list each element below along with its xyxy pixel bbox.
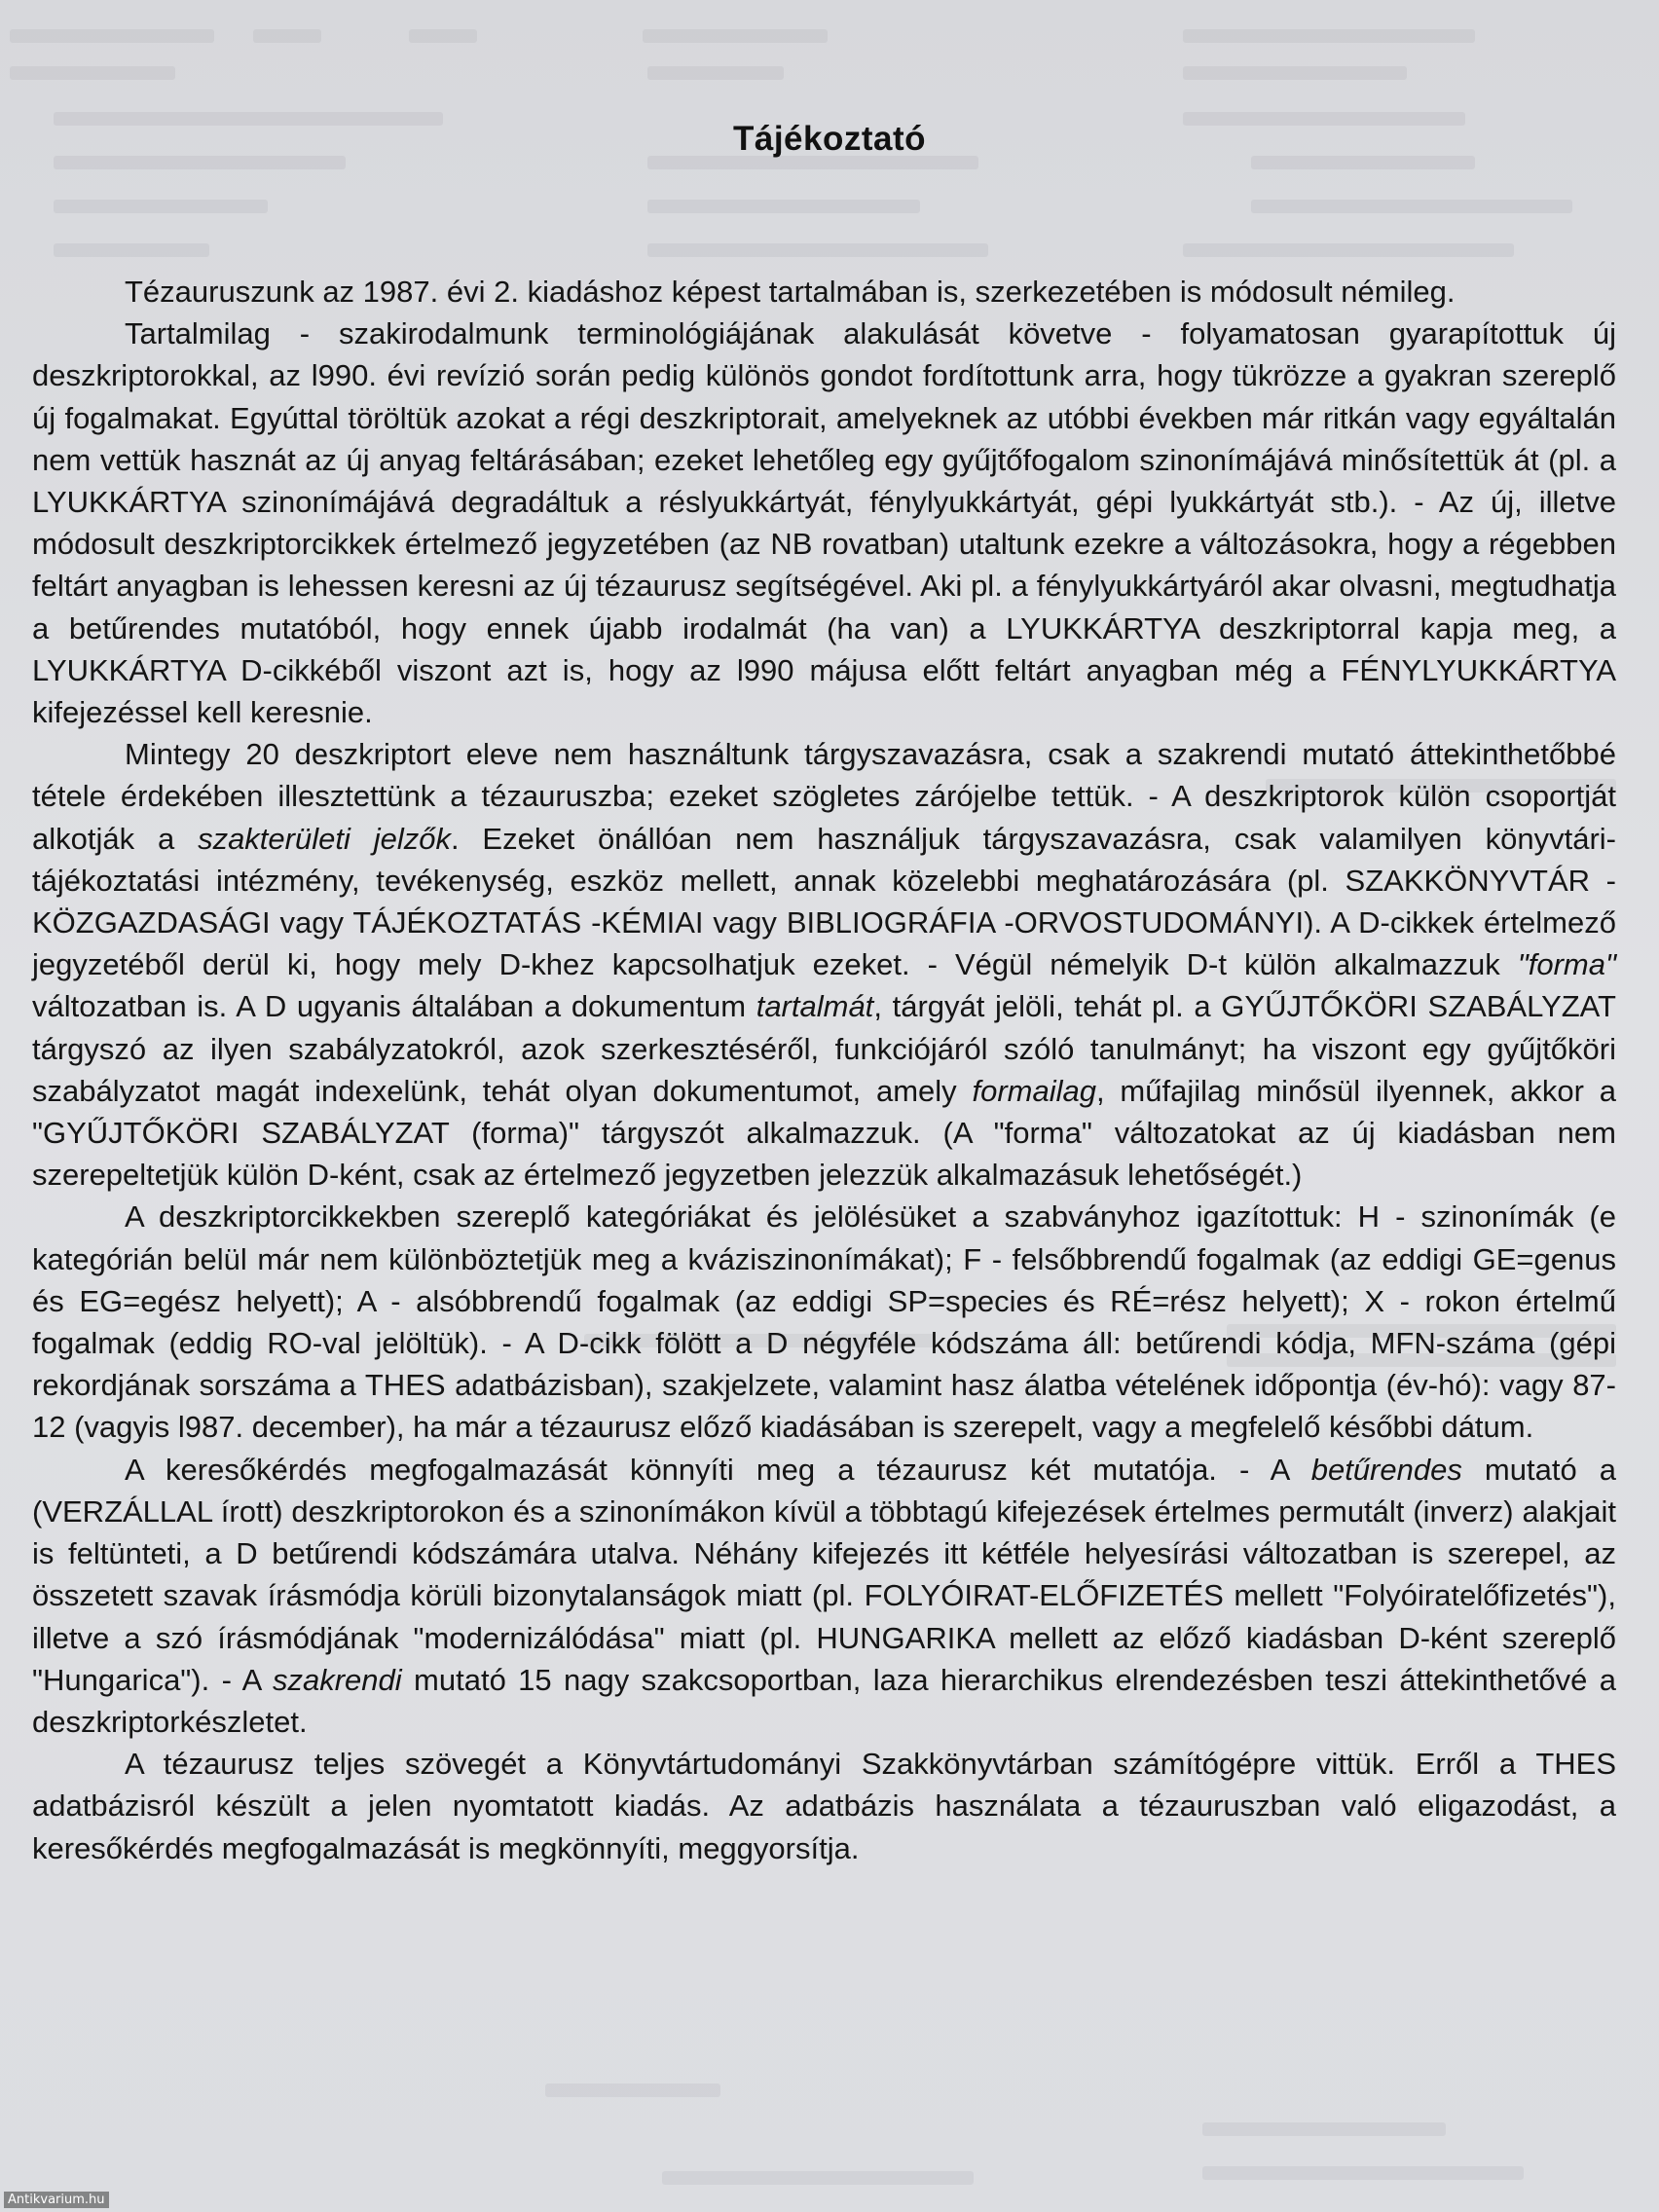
text-run: , tárgyát jelöli, tehát pl. a GYŰJTŐKÖRI SZABÁLYZAT tárgyszó az ilyen szabályzatokról, azok szerkesztéséről, funkciójáról szóló tanulmányt; ha viszont egy gyűjtőköri szabályzatot magát indexelünk, tehát olyan dokumentumot, amely xyxy=(32,989,1616,1108)
watermark: Antikvarium.hu xyxy=(4,2192,109,2208)
paragraph xyxy=(32,1449,1616,1743)
text-run: mutató a (VERZÁLLAL írott) deszkriptorokon és a szinonímákon kívül a többtagú kifejezések értelmes permutált (inverz) alakjait is feltünteti, a D betűrendi kódszámára utalva. Néhány kifejezés itt kétféle helyesírási változatban is szerepel, az összetett szavak írásmódja körüli bizonytalanságok miatt (pl. FOLYÓIRAT-ELŐFIZETÉS mellett "Folyóiratelőfizetés"), illetve a szó írásmódjának "modernizálódása" miatt (pl. HUNGARIKA mellett az előző kiadásban D-ként szereplő "Hungarica"). - A xyxy=(32,1452,1616,1697)
text-run: , műfajilag minősül ilyennek, akkor a "GYŰJTŐKÖRI SZABÁLYZAT (forma)" tárgyszót alkalmazzuk. (A "forma" változatokat az új kiadásban nem szerepeltetjük külön D-ként, csak az értelmező jegyzetben jelezzük alkalmazásuk lehetőségét.) xyxy=(32,1073,1617,1193)
paragraph xyxy=(32,271,1616,313)
paragraph xyxy=(32,1196,1616,1448)
italic-term: tartalmát xyxy=(756,989,874,1024)
page-title: Tájékoztató xyxy=(732,120,927,159)
text-run: mutató 15 nagy szakcsoportban, laza hierarchikus elrendezésben teszi áttekinthetővé a deszkriptorkészletet. xyxy=(32,1662,1616,1739)
text-run: Tartalmilag - szakirodalmunk terminológiájának alakulását követve - folyamatosan gyarapítottuk új deszkriptorokkal, az l990. évi revízió során pedig különös gondot fordítottunk arra, hogy tükrözze a gyakran szereplő új fogalmakat. Egyúttal töröltük azokat a régi deszkriptorait, amelyeknek az utóbbi években már ritkán vagy egyáltalán nem vettük hasznát az új anyag feltárásában; ezeket lehetőleg egy gyűjtőfogalom szinonímájává minősítettük át (pl. a LYUKKÁRTYA szinonímájává degradáltuk a réslyukkártyát, fénylyukkártyát, gépi lyukkártyát stb.). - Az új, illetve módosult deszkriptorcikkek értelmező jegyzetében (az NB rovatban) utaltunk ezekre a változásokra, hogy a régebben feltárt anyagban is lehessen keresni az új tézaurusz segítségével. Aki pl. a fénylyukkártyáról akar olvasni, megtudhatja a betűrendes mutatóból, hogy ennek újabb irodalmát (ha van) a LYUKKÁRTYA deszkriptorral kapja meg, a LYUKKÁRTYA D-cikkéből viszont azt is, hogy az l990 májusa előtt feltárt anyagban még a FÉNYLYUKKÁRTYA kifejezéssel kell keresnie. xyxy=(32,316,1616,730)
italic-term: "forma" xyxy=(1517,947,1616,982)
paragraph xyxy=(32,1743,1616,1869)
text-run: Tézauruszunk az 1987. évi 2. kiadáshoz képest tartalmában is, szerkezetében is módosult némileg. xyxy=(125,275,1456,309)
text-run: Mintegy 20 deszkriptort eleve nem használtunk tárgyszavazásra, csak a szakrendi mutató áttekinthetőbbé tétele érdekében illesztettünk a tézauruszba; ezeket szögletes zárójelbe tettük. - A deszkriptorok külön csoportját alkotják a xyxy=(32,737,1616,856)
italic-term: szakrendi xyxy=(272,1662,402,1697)
paragraph xyxy=(32,733,1616,1196)
text-run: A tézaurusz teljes szövegét a Könyvtártudományi Szakkönyvtárban számítógépre vittük. Erről a THES adatbázisról készült a jelen nyomtatott kiadás. Az adatbázis használata a tézauruszban való eligazodást, a keresőkérdés megfogalmazását is megkönnyíti, meggyorsítja. xyxy=(32,1747,1616,1865)
italic-term: formailag xyxy=(972,1073,1096,1108)
body-text xyxy=(32,271,1616,1869)
text-run: A keresőkérdés megfogalmazását könnyíti meg a tézaurusz két mutatója. - A xyxy=(125,1452,1311,1487)
paragraph xyxy=(32,313,1616,733)
text-run: változatban is. A D ugyanis általában a dokumentum xyxy=(32,989,756,1024)
italic-term: betűrendes xyxy=(1310,1452,1462,1487)
text-run: . Ezeket önállóan nem használjuk tárgyszavazásra, csak valamilyen könyvtári-tájékoztatási intézmény, tevékenység, eszköz mellett, annak közelebbi meghatározására (pl. SZAKKÖNYVTÁR -KÖZGAZDASÁGI vagy TÁJÉKOZTATÁS -KÉMIAI vagy BIBLIOGRÁFIA -ORVOSTUDOMÁNYI). A D-cikkek értelmező jegyzetéből derül ki, hogy mely D-khez kapcsolhatjuk ezeket. - Végül némelyik D-t külön alkalmazzuk xyxy=(32,821,1617,982)
italic-term: szakterületi jelzők xyxy=(198,821,451,856)
text-run: A deszkriptorcikkekben szereplő kategóriákat és jelölésüket a szabványhoz igazítottuk: H - szinonímák (e kategórián belül már nem különböztetjük meg a kváziszinonímákat); F - felsőbbrendű fogalmak (az eddigi GE=genus és EG=egész helyett); A - alsóbbrendű fogalmak (az eddigi SP=species és RÉ=rész helyett); X - rokon értelmű fogalmak (eddig RO-val jelöltük). - A D-cikk fölött a D négyféle kódszáma áll: betűrendi kódja, MFN-száma (gépi rekordjának sorszáma a THES adatbázisban), szakjelzete, valamint hasz álatba vételének időpontja (év-hó): vagy 87-12 (vagyis l987. december), ha már a tézaurusz előző kiadásában is szerepelt, vagy a megfelelő későbbi dátum. xyxy=(32,1199,1616,1445)
